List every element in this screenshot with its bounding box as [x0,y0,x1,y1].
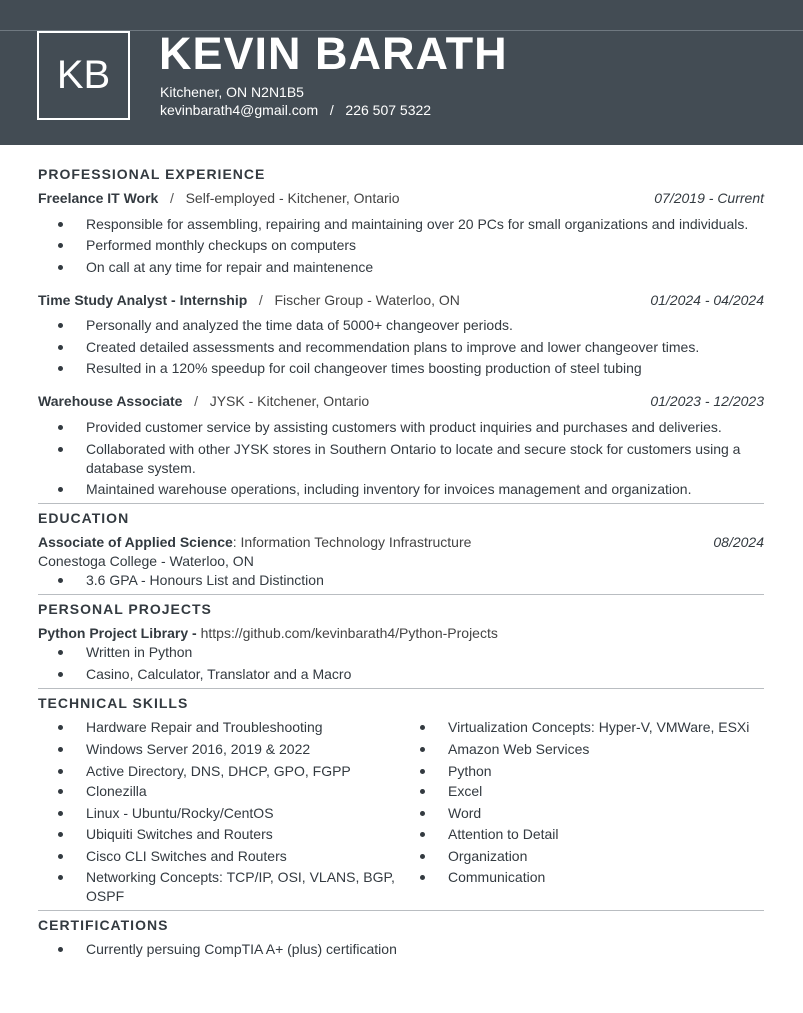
skill-item: Linux - Ubuntu/Rocky/CentOS [86,804,274,822]
skill-item: Excel [448,782,482,800]
resume-header [0,0,803,145]
list-item: Written in Python [86,643,192,661]
bullet-icon [420,811,425,816]
skill-item: Windows Server 2016, 2019 & 2022 [86,740,310,758]
education-date: 08/2024 [713,534,764,550]
list-item: Provided customer service by assisting customers with product inquiries and purchases and deliveries. [86,418,722,436]
contact-email[interactable]: kevinbarath4@gmail.com [160,102,319,118]
list-item: Created detailed assessments and recommendation plans to improve and lower changeover times. [86,338,699,356]
section-title-certifications: CERTIFICATIONS [38,917,169,933]
contact-line [160,102,431,119]
section-title-projects: PERSONAL PROJECTS [38,601,212,617]
degree-field: : Information Technology Infrastructure [232,534,472,550]
section-title-experience: PROFESSIONAL EXPERIENCE [38,166,266,182]
job-separator: / [251,292,271,308]
skill-item: Active Directory, DNS, DHCP, GPO, FGPP [86,762,351,780]
list-item-continuation: database system. [86,460,196,476]
degree-name: Associate of Applied Science [38,534,233,550]
section-divider [38,503,764,504]
skill-item: Networking Concepts: TCP/IP, OSI, VLANS, BGP, [86,868,395,886]
contact-separator: / [329,102,334,118]
monogram: KB [37,31,130,120]
job-employer: JYSK - Kitchener, Ontario [209,393,370,409]
list-item: Currently persuing CompTIA A+ (plus) certification [86,940,397,958]
bullet-icon [58,947,63,952]
contact-location: Kitchener, ON N2N1B5 [160,84,304,100]
bullet-icon [58,578,63,583]
skill-item: Ubiquiti Switches and Routers [86,825,273,843]
job-separator: / [186,393,206,409]
bullet-icon [420,769,425,774]
job-header [38,190,764,207]
bullet-icon [58,222,63,227]
bullet-icon [58,789,63,794]
bullet-icon [58,323,63,328]
bullet-icon [58,832,63,837]
job-separator: / [162,190,182,206]
section-divider [38,910,764,911]
section-divider [38,594,764,595]
skill-item: Python [448,762,492,780]
job-date: 01/2023 - 12/2023 [650,393,764,409]
skill-item: Clonezilla [86,782,147,800]
bullet-icon [58,345,63,350]
bullet-icon [420,747,425,752]
bullet-icon [58,366,63,371]
skill-item: Amazon Web Services [448,740,589,758]
bullet-icon [420,832,425,837]
skill-item: Cisco CLI Switches and Routers [86,847,287,865]
skill-item: Word [448,804,481,822]
project-link[interactable]: https://github.com/kevinbarath4/Python-Projects [200,625,498,641]
bullet-icon [58,854,63,859]
job-header [38,393,764,410]
skill-item: Attention to Detail [448,825,559,843]
list-item: Personally and analyzed the time data of 5000+ changeover periods. [86,316,513,334]
list-item: Performed monthly checkups on computers [86,236,356,254]
bullet-icon [58,769,63,774]
skill-item: Virtualization Concepts: Hyper-V, VMWare, ESXi [448,718,749,736]
bullet-icon [420,725,425,730]
school-name: Conestoga College - Waterloo, ON [38,553,254,569]
list-item: Collaborated with other JYSK stores in Southern Ontario to locate and secure stock for customers using a [86,440,740,458]
skill-item: Organization [448,847,527,865]
list-item: On call at any time for repair and maintenence [86,258,373,276]
job-title: Time Study Analyst - Internship [38,292,248,308]
bullet-icon [420,854,425,859]
bullet-icon [58,672,63,677]
skill-item: Communication [448,868,545,886]
job-employer: Self-employed - Kitchener, Ontario [185,190,400,206]
bullet-icon [58,487,63,492]
bullet-icon [58,447,63,452]
section-title-skills: TECHNICAL SKILLS [38,695,189,711]
project-name: Python Project Library - [38,625,197,641]
section-divider [38,688,764,689]
bullet-icon [58,875,63,880]
section-title-education: EDUCATION [38,510,130,526]
bullet-icon [58,725,63,730]
bullet-icon [58,425,63,430]
bullet-icon [420,875,425,880]
job-header [38,292,764,309]
job-title: Warehouse Associate [38,393,183,409]
job-date: 01/2024 - 04/2024 [650,292,764,308]
skill-item-continuation: OSPF [86,888,125,904]
skill-item: Hardware Repair and Troubleshooting [86,718,323,736]
education-header [38,534,764,551]
candidate-name: KEVIN BARATH [159,28,508,79]
job-title: Freelance IT Work [38,190,159,206]
project-header [38,625,764,642]
bullet-icon [58,811,63,816]
list-item: Casino, Calculator, Translator and a Macro [86,665,351,683]
bullet-icon [58,265,63,270]
bullet-icon [58,243,63,248]
list-item: Responsible for assembling, repairing and maintaining over 20 PCs for small organizations and individuals. [86,215,748,233]
list-item: Maintained warehouse operations, including inventory for invoices management and organization. [86,480,691,498]
list-item: Resulted in a 120% speedup for coil changeover times boosting production of steel tubing [86,359,642,377]
bullet-icon [58,747,63,752]
job-date: 07/2019 - Current [654,190,764,206]
bullet-icon [420,789,425,794]
contact-phone: 226 507 5322 [345,102,432,118]
list-item: 3.6 GPA - Honours List and Distinction [86,571,324,589]
bullet-icon [58,650,63,655]
job-employer: Fischer Group - Waterloo, ON [274,292,460,308]
